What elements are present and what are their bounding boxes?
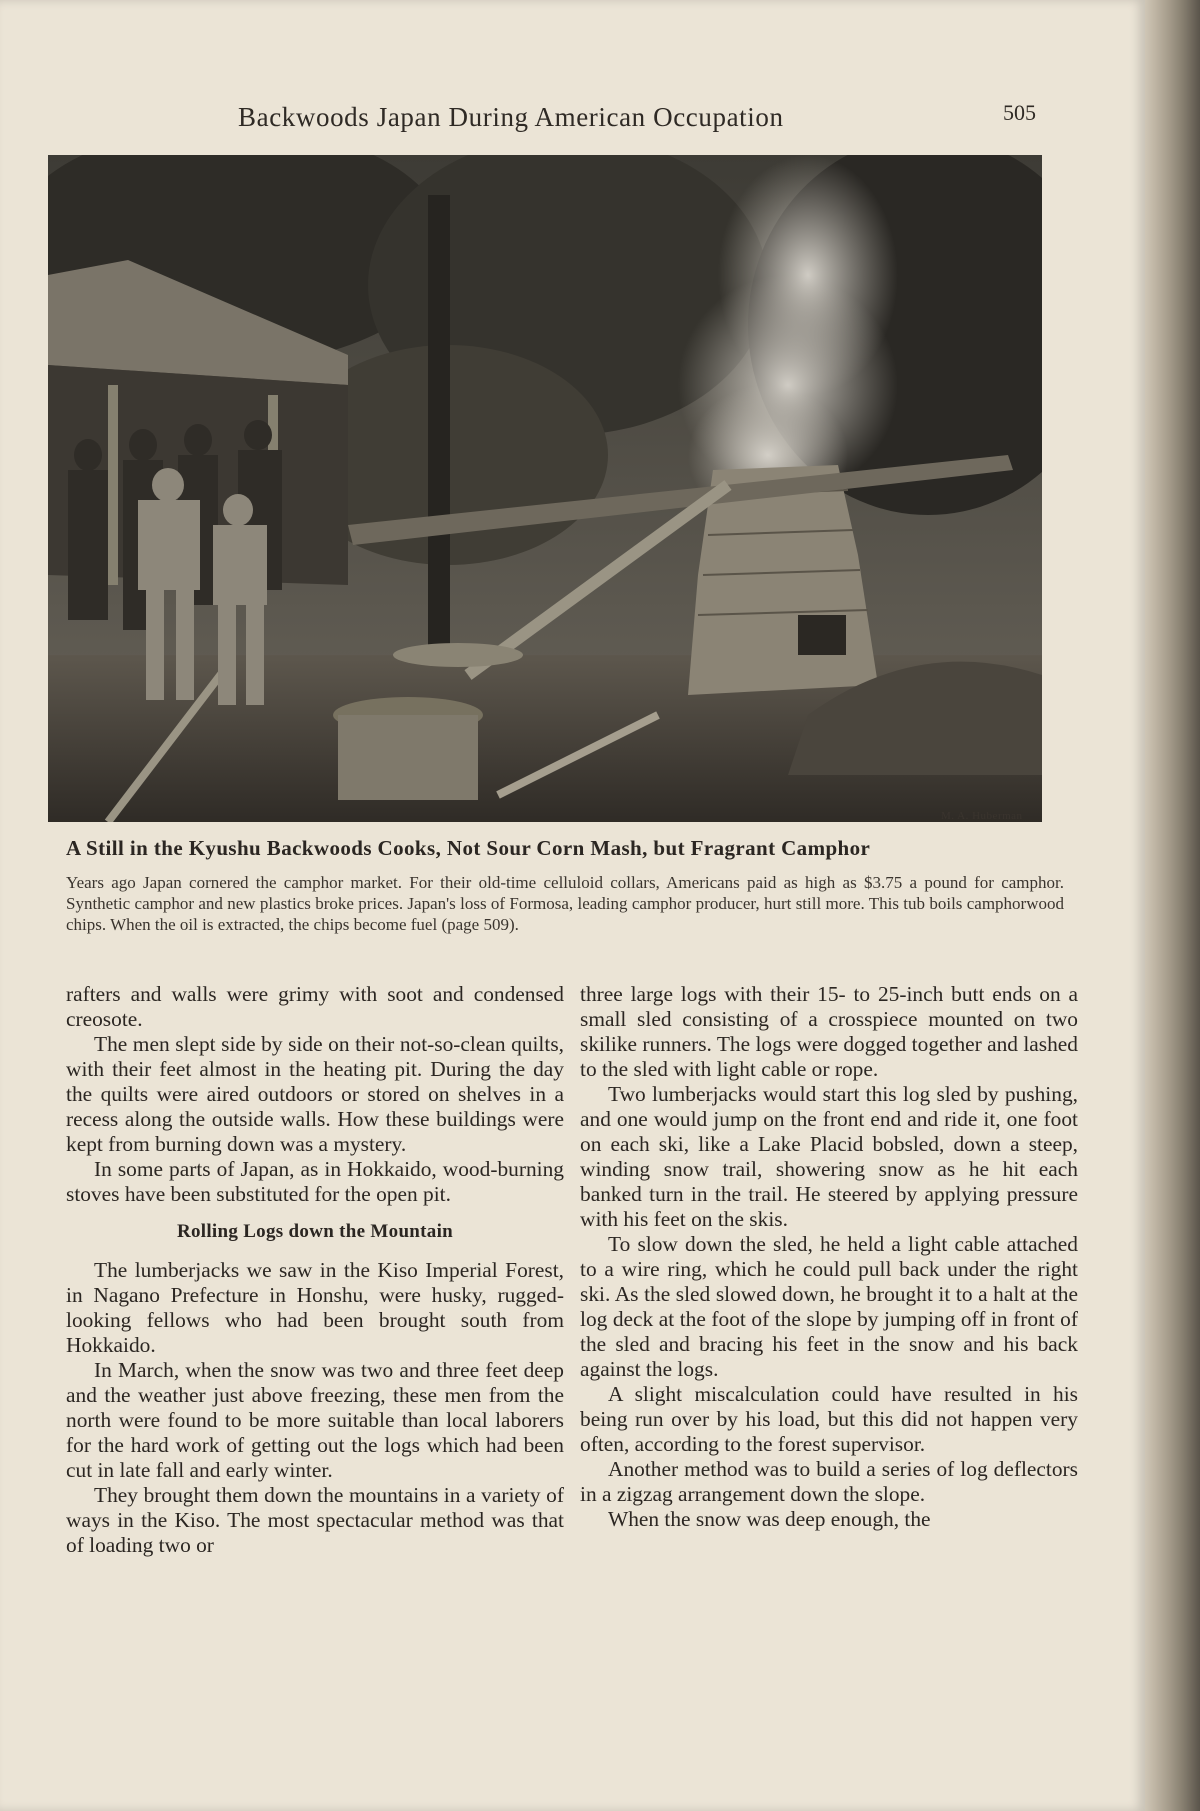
camphor-still-photograph xyxy=(48,155,1042,822)
left-paragraph-1: rafters and walls were grimy with soot and condensed creosote. xyxy=(66,982,564,1031)
caption-title: A Still in the Kyushu Backwoods Cooks, Not Sour Corn Mash, but Fragrant Camphor xyxy=(66,836,871,860)
caption-body: Years ago Japan cornered the camphor market. For their old-time celluloid collars, Americans paid as high as $3.75 a pound for camphor. Synthetic camphor and new plastics broke prices. Japan's loss of Formosa, leading camphor producer, hurt still more. This tub boils camphorwood chips. When the oil is extracted, the chips become fuel (page 509). xyxy=(66,873,1064,934)
photo-illustration xyxy=(48,155,1042,822)
left-paragraph-6: They brought them down the mountains in a variety of ways in the Kiso. The most spectacular method was that of loading two or xyxy=(66,1483,564,1557)
book-page-edges xyxy=(1145,0,1200,1811)
left-paragraph-4: The lumberjacks we saw in the Kiso Imperial Forest, in Nagano Prefecture in Honshu, were husky, rugged-looking fellows who had been brought south from Hokkaido. xyxy=(66,1258,564,1357)
page-number: 505 xyxy=(1003,100,1036,125)
right-paragraph-2: Two lumberjacks would start this log sled by pushing, and one would jump on the front end and ride it, one foot on each ski, like a Lake Placid bobsled, down a steep, winding snow trail, showering snow as he hit each banked turn in the trail. He steered by applying pressure with his feet on the skis. xyxy=(580,1082,1078,1231)
right-text-column xyxy=(580,982,1078,1532)
right-paragraph-1: three large logs with their 15- to 25-inch butt ends on a small sled consisting of a crosspiece mounted on two skilike runners. The logs were dogged together and lashed to the sled with light cable or rope. xyxy=(580,982,1078,1081)
section-heading: Rolling Logs down the Mountain xyxy=(176,1221,454,1242)
photo-credit: M. A. Huberman xyxy=(941,810,1023,822)
right-paragraph-4: A slight miscalculation could have resulted in his being run over by his load, but this did not happen very often, according to the forest supervisor. xyxy=(580,1382,1078,1456)
left-text-column xyxy=(66,982,564,1558)
running-header-title: Backwoods Japan During American Occupation xyxy=(238,102,784,132)
right-paragraph-5: Another method was to build a series of log deflectors in a zigzag arrangement down the slope. xyxy=(580,1457,1078,1506)
left-paragraph-3: In some parts of Japan, as in Hokkaido, wood-burning stoves have been substituted for the open pit. xyxy=(66,1157,564,1206)
left-paragraph-2: The men slept side by side on their not-so-clean quilts, with their feet almost in the heating pit. During the day the quilts were aired outdoors or stored on shelves in a recess along the outside walls. How these buildings were kept from burning down was a mystery. xyxy=(66,1032,564,1156)
right-paragraph-3: To slow down the sled, he held a light cable attached to a wire ring, which he could pull back under the right ski. As the sled slowed down, he brought it to a halt at the log deck at the foot of the slope by jumping off in front of the sled and bracing his feet in the snow and his back against the logs. xyxy=(580,1232,1078,1381)
left-paragraph-5: In March, when the snow was two and three feet deep and the weather just above freezing, these men from the north were found to be more suitable than local laborers for the hard work of getting out the logs which had been cut in late fall and early winter. xyxy=(66,1358,564,1482)
right-paragraph-6: When the snow was deep enough, the xyxy=(608,1507,931,1531)
